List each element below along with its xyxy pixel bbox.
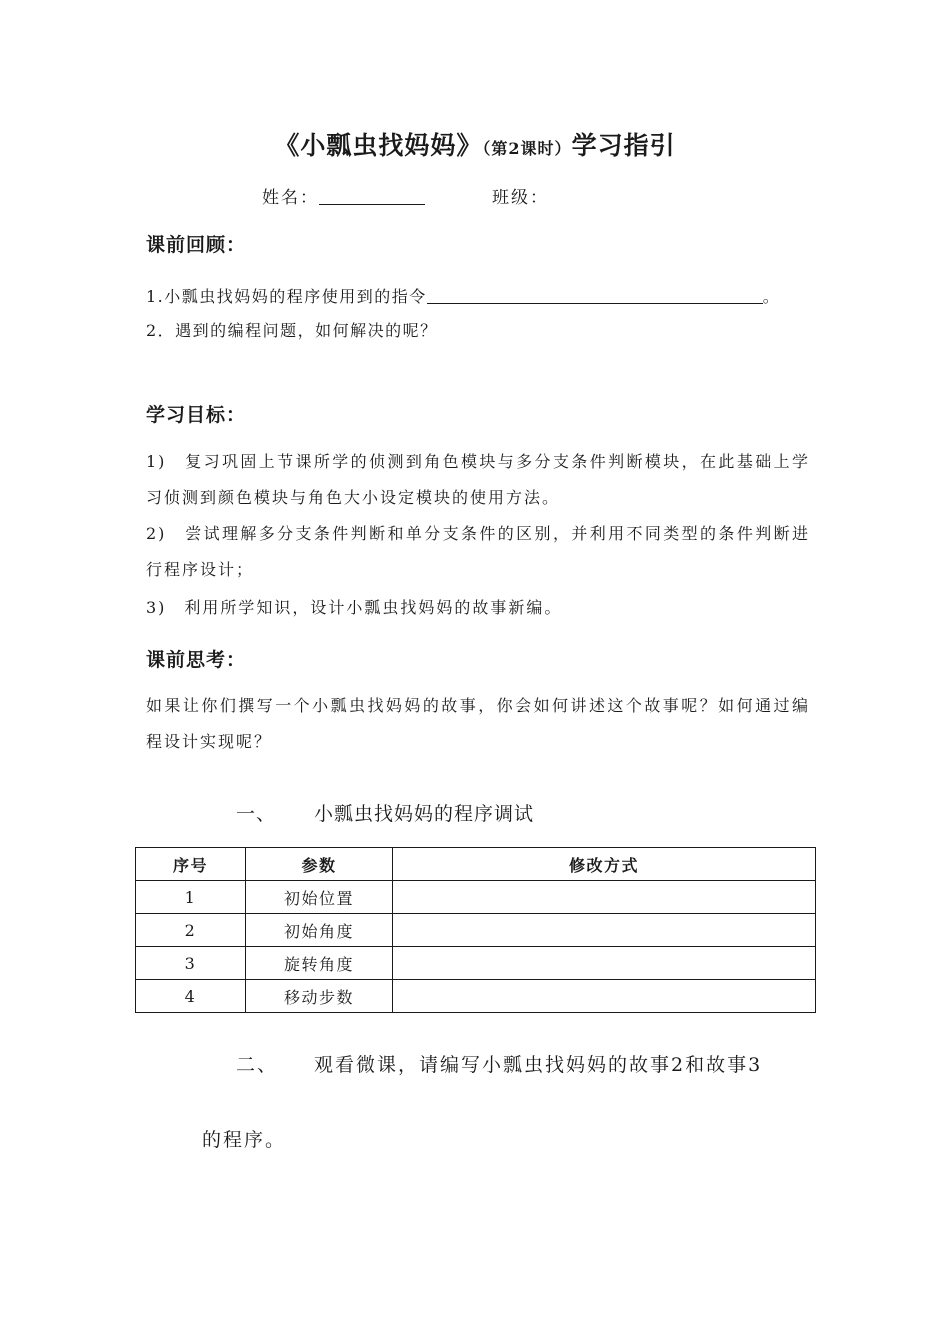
row-parameter: 旋转角度 — [246, 947, 393, 980]
header-number: 序号 — [136, 848, 246, 881]
goals-heading: 学习目标： — [146, 404, 247, 426]
title-lesson: （第2课时） — [482, 139, 572, 158]
section-2-heading — [236, 1050, 762, 1077]
header-method: 修改方式 — [393, 848, 816, 881]
section-2-line-1: 观看微课，请编写小瓢虫找妈妈的故事2和故事3 — [314, 1054, 763, 1076]
row-number: 3 — [136, 947, 246, 980]
row-number: 1 — [136, 881, 246, 914]
goal-item-1: 1) 复习巩固上节课所学的侦测到角色模块与多分支条件判断模块，在此基础上学习侦测到颜色模块与角色大小设定模块的使用方法。 — [146, 452, 810, 507]
goal-item-3: 3) 利用所学知识，设计小瓢虫找妈妈的故事新编。 — [146, 598, 563, 617]
review-q1-blank[interactable] — [427, 287, 763, 304]
header-parameter: 参数 — [246, 848, 393, 881]
table-row — [136, 947, 816, 980]
table-header-row — [136, 848, 816, 881]
review-heading: 课前回顾： — [146, 234, 247, 256]
row-number: 4 — [136, 980, 246, 1013]
goal-item-2: 2) 尝试理解多分支条件判断和单分支条件的区别，并利用不同类型的条件判断进行程序设计； — [146, 524, 810, 579]
class-field — [492, 183, 549, 208]
row-parameter: 初始角度 — [246, 914, 393, 947]
row-number: 2 — [136, 914, 246, 947]
title-main: 《小瓢虫找妈妈》 — [274, 131, 483, 160]
row-parameter: 移动步数 — [246, 980, 393, 1013]
table-row — [136, 914, 816, 947]
review-q1-suffix: 。 — [762, 287, 781, 306]
debug-table — [135, 847, 816, 1013]
review-question-2: 2．遇到的编程问题，如何解决的呢？ — [146, 321, 438, 340]
row-method-cell[interactable] — [393, 914, 816, 947]
thinking-heading: 课前思考： — [146, 649, 247, 671]
page-title — [0, 126, 950, 162]
review-question-1 — [146, 284, 780, 307]
name-field — [262, 183, 425, 208]
section-1-heading — [236, 799, 534, 826]
row-method-cell[interactable] — [393, 947, 816, 980]
class-label: 班级： — [492, 188, 549, 208]
row-method-cell[interactable] — [393, 881, 816, 914]
table-row — [136, 980, 816, 1013]
row-parameter: 初始位置 — [246, 881, 393, 914]
thinking-text: 如果让你们撰写一个小瓢虫找妈妈的故事，你会如何讲述这个故事呢？如何通过编程设计实现呢？ — [146, 696, 810, 751]
section-1-number: 一、 — [236, 803, 277, 825]
section-2-number: 二、 — [236, 1054, 279, 1076]
title-tail: 学习指引 — [571, 131, 676, 160]
table-row — [136, 881, 816, 914]
name-label: 姓名： — [262, 188, 319, 208]
review-q1-prefix: 1.小瓢虫找妈妈的程序使用到的指令 — [146, 287, 427, 306]
section-2-line-2: 的程序。 — [202, 1129, 287, 1151]
section-1-title: 小瓢虫找妈妈的程序调试 — [314, 803, 535, 825]
row-method-cell[interactable] — [393, 980, 816, 1013]
name-blank[interactable] — [319, 186, 425, 205]
